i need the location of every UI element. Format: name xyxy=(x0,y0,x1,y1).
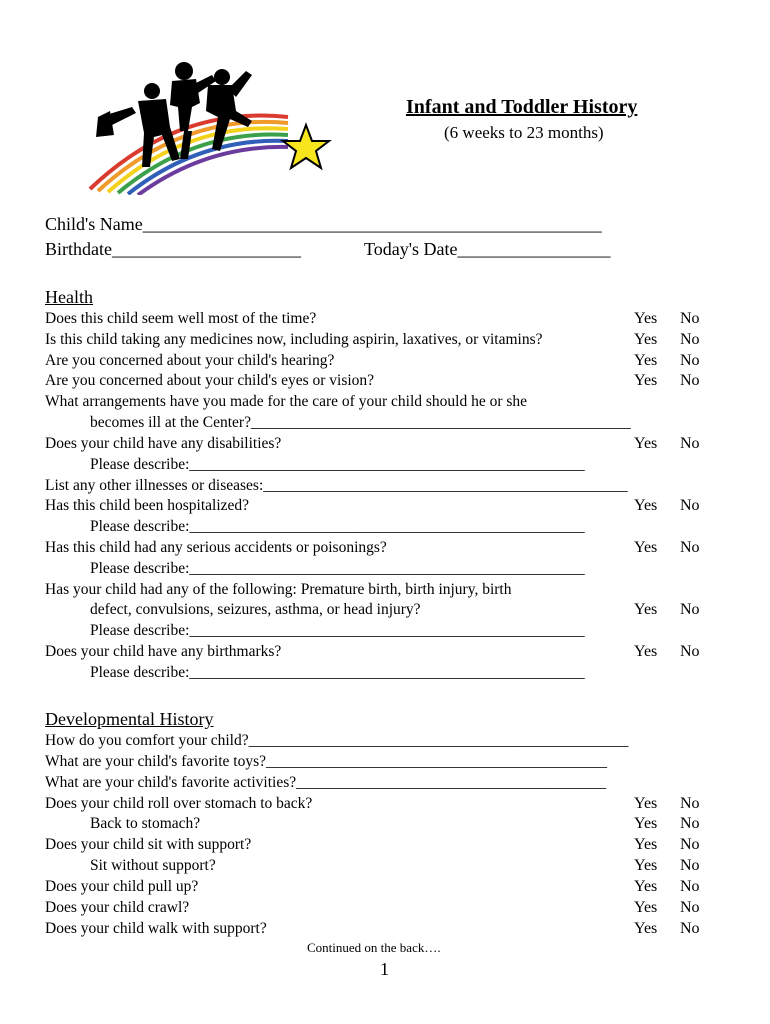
no-option[interactable]: No xyxy=(680,435,700,452)
yes-option[interactable]: Yes xyxy=(634,795,658,812)
yes-option[interactable]: Yes xyxy=(634,310,658,327)
no-option[interactable]: No xyxy=(680,857,700,874)
health-question: defect, convulsions, seizures, asthma, or head injury? xyxy=(90,601,421,618)
health-question: Are you concerned about your child's eyes or vision? xyxy=(45,372,375,389)
no-option[interactable]: No xyxy=(680,331,700,348)
form-title: Infant and Toddler History xyxy=(406,96,638,118)
yes-option[interactable]: Yes xyxy=(634,435,658,452)
no-option[interactable]: No xyxy=(680,795,700,812)
favorite-activities-field[interactable]: What are your child's favorite activities?________________________________________ xyxy=(45,774,607,791)
health-question: Is this child taking any medicines now, including aspirin, laxatives, or vitamins? xyxy=(45,331,543,348)
describe-field[interactable]: Please describe:___________________________________________________ xyxy=(90,456,585,473)
development-question: Does your child crawl? xyxy=(45,899,190,916)
describe-field[interactable]: Please describe:___________________________________________________ xyxy=(90,560,585,577)
birthdate-field[interactable]: Birthdate_____________________ xyxy=(45,239,301,259)
comfort-field[interactable]: How do you comfort your child?_________________________________________________ xyxy=(45,732,629,749)
development-question: Sit without support? xyxy=(90,857,216,874)
yes-option[interactable]: Yes xyxy=(634,857,658,874)
health-question: Has your child had any of the following: Premature birth, birth injury, birth xyxy=(45,581,512,598)
describe-field[interactable]: Please describe:___________________________________________________ xyxy=(90,622,585,639)
no-option[interactable]: No xyxy=(680,643,700,660)
child-name-field[interactable]: Child's Name___________________________________________________ xyxy=(45,214,602,234)
development-question: Does your child pull up? xyxy=(45,878,199,895)
no-option[interactable]: No xyxy=(680,601,700,618)
no-option[interactable]: No xyxy=(680,815,700,832)
development-question: Does your child walk with support? xyxy=(45,920,267,937)
form-subtitle: (6 weeks to 23 months) xyxy=(444,123,604,142)
page-number: 1 xyxy=(380,959,389,979)
favorite-toys-field[interactable]: What are your child's favorite toys?____________________________________________ xyxy=(45,753,608,770)
continued-note: Continued on the back…. xyxy=(307,940,441,955)
development-question: Does your child sit with support? xyxy=(45,836,252,853)
development-question: Back to stomach? xyxy=(90,815,201,832)
no-option[interactable]: No xyxy=(680,372,700,389)
health-question: Has this child had any serious accidents or poisonings? xyxy=(45,539,387,556)
yes-option[interactable]: Yes xyxy=(634,815,658,832)
no-option[interactable]: No xyxy=(680,878,700,895)
star-icon xyxy=(283,125,329,168)
no-option[interactable]: No xyxy=(680,899,700,916)
yes-option[interactable]: Yes xyxy=(634,497,658,514)
describe-field[interactable]: Please describe:___________________________________________________ xyxy=(90,518,585,535)
health-heading: Health xyxy=(45,287,93,307)
no-option[interactable]: No xyxy=(680,352,700,369)
describe-field[interactable]: Please describe:___________________________________________________ xyxy=(90,664,585,681)
no-option[interactable]: No xyxy=(680,539,700,556)
care-arrangements-field[interactable]: becomes ill at the Center?_________________________________________________ xyxy=(90,414,631,431)
yes-option[interactable]: Yes xyxy=(634,878,658,895)
yes-option[interactable]: Yes xyxy=(634,836,658,853)
development-question: Does your child roll over stomach to back? xyxy=(45,795,313,812)
yes-option[interactable]: Yes xyxy=(634,643,658,660)
health-question: Has this child been hospitalized? xyxy=(45,497,250,514)
no-option[interactable]: No xyxy=(680,497,700,514)
yes-option[interactable]: Yes xyxy=(634,899,658,916)
developmental-history-heading: Developmental History xyxy=(45,709,214,729)
no-option[interactable]: No xyxy=(680,310,700,327)
health-question: Are you concerned about your child's hearing? xyxy=(45,352,335,369)
illnesses-field[interactable]: List any other illnesses or diseases:_______________________________________________ xyxy=(45,477,628,494)
yes-option[interactable]: Yes xyxy=(634,331,658,348)
kids-rainbow-star-logo xyxy=(88,55,338,195)
yes-option[interactable]: Yes xyxy=(634,352,658,369)
health-question: Does your child have any birthmarks? xyxy=(45,643,282,660)
yes-option[interactable]: Yes xyxy=(634,601,658,618)
yes-option[interactable]: Yes xyxy=(634,539,658,556)
yes-option[interactable]: Yes xyxy=(634,920,658,937)
yes-option[interactable]: Yes xyxy=(634,372,658,389)
rainbow-arcs xyxy=(90,116,288,196)
health-question: What arrangements have you made for the care of your child should he or she xyxy=(45,393,528,410)
no-option[interactable]: No xyxy=(680,920,700,937)
todays-date-field[interactable]: Today's Date_________________ xyxy=(364,239,611,259)
health-question: Does your child have any disabilities? xyxy=(45,435,282,452)
health-question: Does this child seem well most of the time? xyxy=(45,310,317,327)
no-option[interactable]: No xyxy=(680,836,700,853)
